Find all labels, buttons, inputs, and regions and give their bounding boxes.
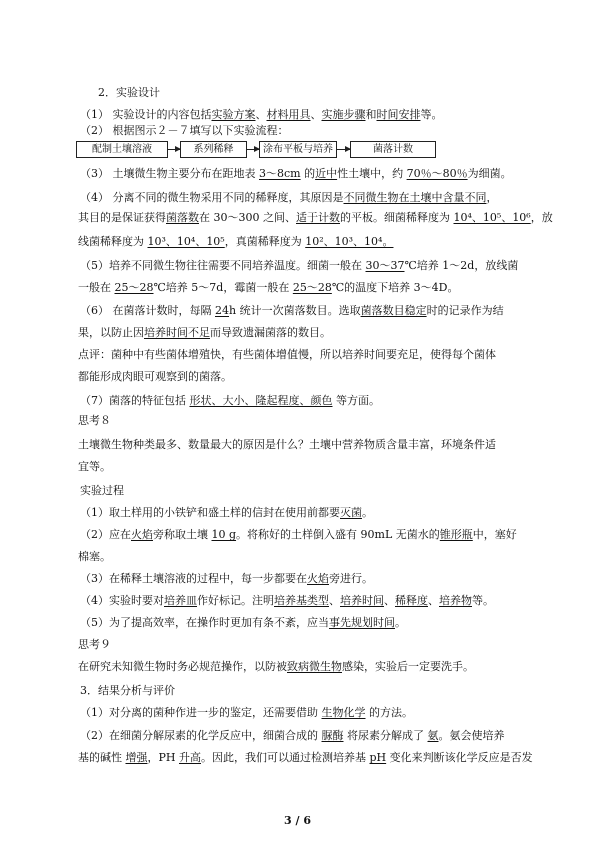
think-9-line-1: 在研究未知微生物时务必规范操作，以防被致病微生物感染，实验后一定要洗手。 (78, 660, 474, 673)
procedure-item-2: （2）应在火焰旁称取土壤 10 g。将称好的土样倒入盛有 90mL 无菌水的锥形瓶中，塞好 (80, 528, 517, 541)
think-8-line-2: 宜等。 (78, 460, 111, 473)
procedure-title: 实验过程 (80, 484, 124, 497)
flow-arrow-icon (337, 149, 350, 150)
design-item-5: （5）培养不同微生物往往需要不同培养温度。细菌一般在 30～37℃培养 1～2d，放线菌 (80, 259, 519, 272)
procedure-item-5: （5）为了提高效率，在操作时更加有条不紊，应当事先规划时间。 (80, 616, 406, 629)
procedure-item-1: （1）取土样用的小铁铲和盛土样的信封在使用前都要灭菌。 (80, 506, 373, 519)
procedure-item-2-cont: 棉塞。 (78, 550, 111, 563)
think-8-line-1: 土壤微生物种类最多、数量最大的原因是什么？土壤中营养物质含量丰富，环境条件适 (78, 438, 496, 451)
flow-arrow-icon (247, 149, 259, 150)
flow-step-serial-dilution: 系列稀释 (180, 141, 247, 158)
flow-step-plating-culture: 涂布平板与培养 (259, 141, 337, 158)
design-item-5-cont: 一般在 25～28℃培养 5～7d，霉菌一般在 25～28℃的温度下培养 3～4D。 (78, 281, 459, 294)
think-9-title: 思考９ (78, 638, 111, 651)
design-item-1: （1） 实验设计的内容包括实验方案、材料用具、实施步骤和时间安排等。 (80, 108, 443, 121)
design-item-6: （6） 在菌落计数时，每隔 24h 统计一次菌落数目。选取菌落数目稳定时的记录作为结 (80, 304, 504, 317)
result-item-2: （2）在细菌分解尿素的化学反应中，细菌合成的 脲酶 将尿素分解成了 氨。氨会使培养 (80, 729, 505, 742)
flow-arrow-icon (168, 149, 180, 150)
design-item-7: （7）菌落的特征包括 形状、大小、隆起程度、颜色 等方面。 (80, 394, 380, 407)
design-item-3: （3） 土壤微生物主要分布在距地表 3～8cm 的近中性土壤中，约 70％～80％为细菌。 (80, 167, 512, 180)
design-item-4-cont: 其目的是保证获得菌落数在 30～300 之间、适于计数的平板。细菌稀释度为 10⁴、10⁵、10⁶，放 (78, 211, 553, 224)
comment-line-1: 点评：菌种中有些菌体增殖快，有些菌体增值慢，所以培养时间要充足，使得每个菌体 (78, 348, 496, 361)
result-item-2-cont: 基的碱性 增强，PH 升高。因此，我们可以通过检测培养基 pH 变化来判断该化学反应是否发 (78, 751, 533, 764)
comment-line-2: 都能形成肉眼可观察到的菌落。 (78, 370, 232, 383)
think-8-title: 思考８ (78, 414, 111, 427)
flow-step-colony-count: 菌落计数 (350, 141, 436, 158)
section-2-heading: 2．实验设计 (98, 86, 160, 99)
flow-step-prepare-solution: 配制土壤溶液 (76, 141, 168, 158)
procedure-item-4: （4）实验时要对培养皿作好标记。注明培养基类型、培养时间、稀释度、培养物等。 (80, 594, 494, 607)
page-number: 3 / 6 (284, 814, 311, 827)
design-item-4-cont2: 线菌稀释度为 10³、10⁴、10⁵，真菌稀释度为 10²、10³、10⁴。 (78, 235, 394, 248)
section-3-heading: 3．结果分析与评价 (80, 684, 175, 697)
result-item-1: （1）对分离的菌种作进一步的鉴定，还需要借助 生物化学 的方法。 (80, 706, 413, 719)
design-item-6-cont: 果，以防止因培养时间不足而导致遗漏菌落的数目。 (78, 326, 331, 339)
procedure-item-3: （3）在稀释土壤溶液的过程中，每一步都要在火焰旁进行。 (80, 572, 373, 585)
design-item-4: （4） 分离不同的微生物采用不同的稀释度，其原因是不同微生物在土壤中含量不同， (80, 191, 498, 204)
design-item-2: （2） 根据图示２－７填写以下实验流程： (80, 124, 289, 137)
